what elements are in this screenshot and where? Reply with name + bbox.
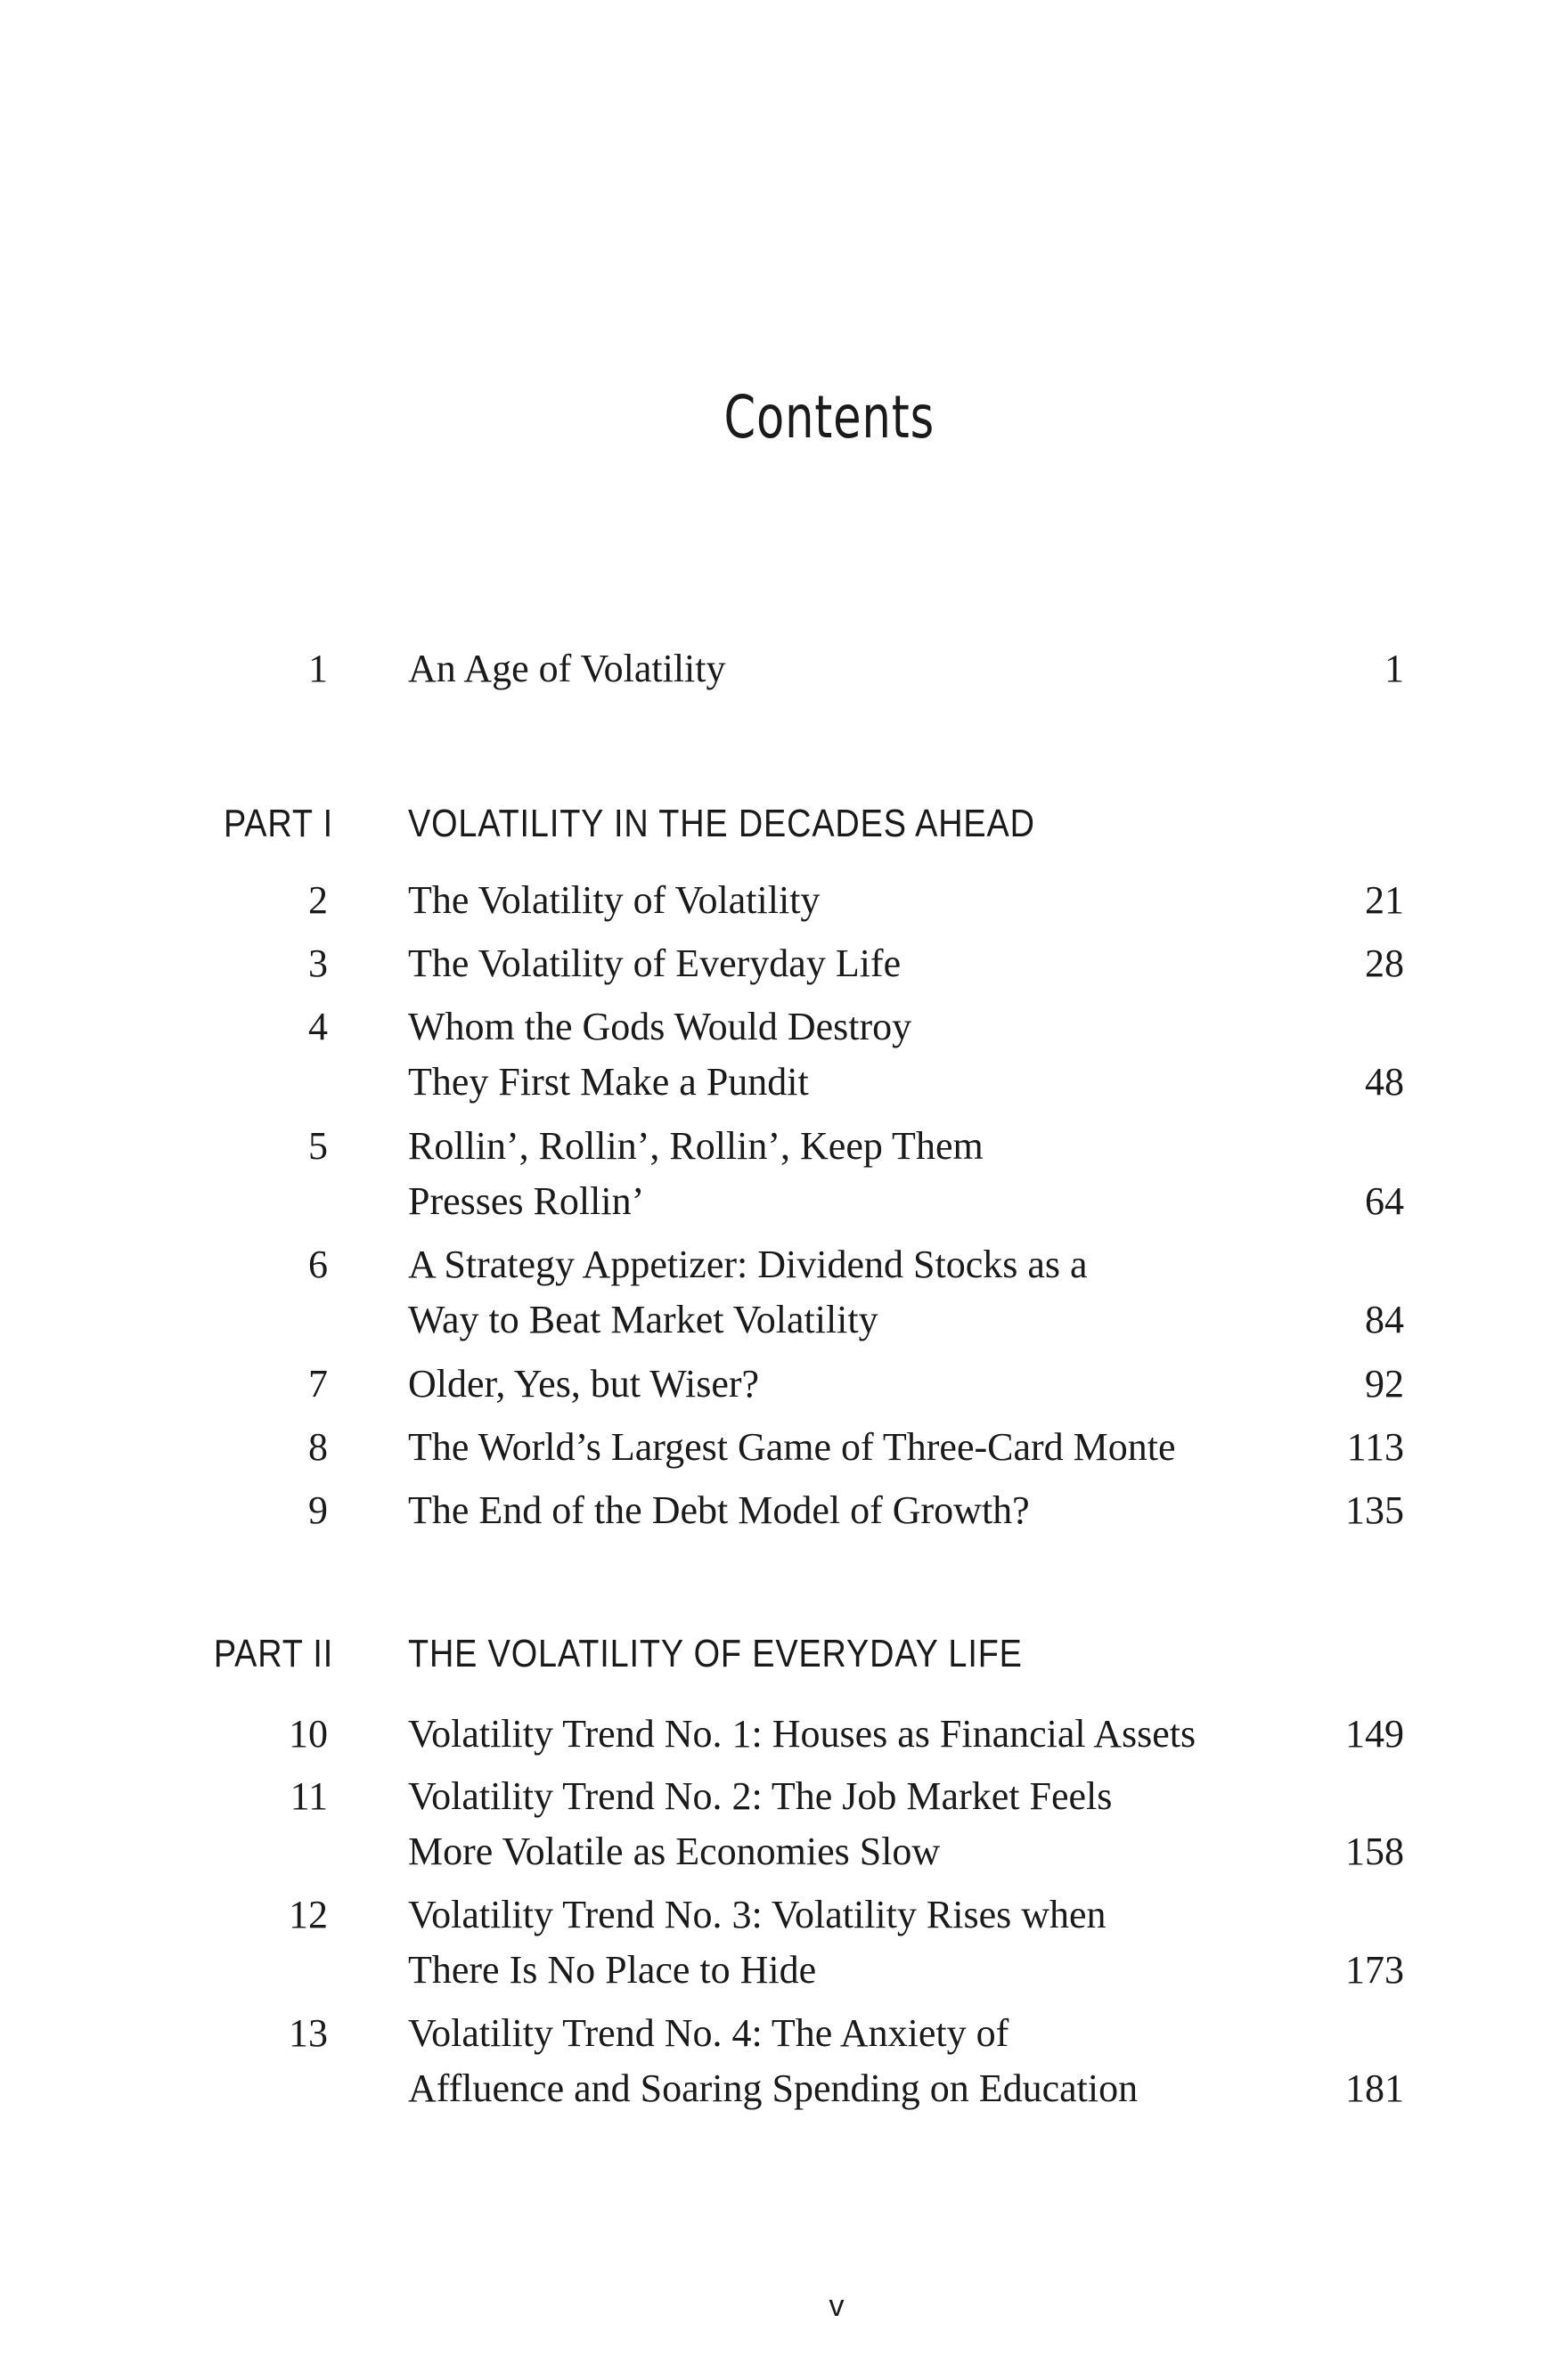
page-number: 1 xyxy=(1384,647,1404,690)
toc-entry-chapter-12-continued[interactable] xyxy=(0,1941,1568,2000)
part-label: PART I xyxy=(224,802,333,845)
part-title: THE VOLATILITY OF EVERYDAY LIFE xyxy=(408,1632,1023,1675)
part-heading-2 xyxy=(0,1623,1568,1685)
chapter-number: 8 xyxy=(308,1425,328,1469)
page-number: 92 xyxy=(1365,1362,1404,1406)
chapter-title-continued: There Is No Place to Hide xyxy=(408,1948,817,1992)
page-number: 158 xyxy=(1345,1830,1404,1873)
toc-entry-chapter-13[interactable] xyxy=(0,2004,1568,2063)
toc-entry-chapter-12[interactable] xyxy=(0,1886,1568,1944)
chapter-number: 3 xyxy=(308,941,328,985)
chapter-title: Volatility Trend No. 2: The Job Market Feels xyxy=(408,1774,1113,1818)
toc-entry-chapter-4-continued[interactable] xyxy=(0,1053,1568,1112)
page-folio: v xyxy=(829,2289,845,2323)
chapter-title: Rollin’, Rollin’, Rollin’, Keep Them xyxy=(408,1124,984,1168)
chapter-title-continued: Presses Rollin’ xyxy=(408,1179,645,1223)
chapter-number: 2 xyxy=(308,878,328,922)
page-number: 149 xyxy=(1345,1712,1404,1756)
toc-entry-chapter-6[interactable] xyxy=(0,1235,1568,1294)
toc-entry-chapter-8[interactable] xyxy=(0,1418,1568,1477)
page-number: 21 xyxy=(1365,878,1404,922)
chapter-title: The World’s Largest Game of Three-Card Monte xyxy=(408,1425,1176,1469)
chapter-title: Volatility Trend No. 4: The Anxiety of xyxy=(408,2011,1009,2055)
chapter-number: 13 xyxy=(289,2011,328,2055)
toc-entry-chapter-5-continued[interactable] xyxy=(0,1172,1568,1231)
part-title: VOLATILITY IN THE DECADES AHEAD xyxy=(408,802,1035,845)
chapter-number: 6 xyxy=(308,1243,328,1286)
toc-entry-chapter-11[interactable] xyxy=(0,1767,1568,1826)
chapter-title-continued: They First Make a Pundit xyxy=(408,1060,809,1104)
chapter-title-continued: More Volatile as Economies Slow xyxy=(408,1830,941,1873)
chapter-title: The End of the Debt Model of Growth? xyxy=(408,1488,1030,1532)
chapter-title: An Age of Volatility xyxy=(408,647,726,690)
chapter-number: 9 xyxy=(308,1488,328,1532)
chapter-title: The Volatility of Everyday Life xyxy=(408,941,902,985)
page-number: 48 xyxy=(1365,1060,1404,1104)
chapter-title: Volatility Trend No. 1: Houses as Financial Assets xyxy=(408,1712,1196,1756)
page-number: 28 xyxy=(1365,941,1404,985)
toc-entry-chapter-13-continued[interactable] xyxy=(0,2059,1568,2118)
toc-entry-chapter-4[interactable] xyxy=(0,998,1568,1056)
chapter-title: Volatility Trend No. 3: Volatility Rises when xyxy=(408,1893,1107,1936)
page-number: 181 xyxy=(1345,2066,1404,2110)
toc-entry-chapter-2[interactable] xyxy=(0,871,1568,930)
toc-entry-chapter-7[interactable] xyxy=(0,1355,1568,1414)
page-number: 173 xyxy=(1345,1948,1404,1992)
toc-entry-chapter-1[interactable] xyxy=(0,640,1568,698)
chapter-title: A Strategy Appetizer: Dividend Stocks as a xyxy=(408,1243,1088,1286)
chapter-title: Older, Yes, but Wiser? xyxy=(408,1362,760,1406)
chapter-title-continued: Way to Beat Market Volatility xyxy=(408,1298,878,1341)
toc-entry-chapter-3[interactable] xyxy=(0,934,1568,993)
page-number: 84 xyxy=(1365,1298,1404,1341)
toc-entry-chapter-11-continued[interactable] xyxy=(0,1822,1568,1881)
chapter-title: Whom the Gods Would Destroy xyxy=(408,1005,912,1048)
page-number: 135 xyxy=(1345,1488,1404,1532)
chapter-number: 7 xyxy=(308,1362,328,1406)
toc-entry-chapter-6-continued[interactable] xyxy=(0,1291,1568,1349)
page-title: Contents xyxy=(723,383,935,452)
part-heading-1 xyxy=(0,793,1568,855)
chapter-number: 4 xyxy=(308,1005,328,1048)
toc-entry-chapter-10[interactable] xyxy=(0,1705,1568,1764)
page-number: 64 xyxy=(1365,1179,1404,1223)
chapter-number: 12 xyxy=(289,1893,328,1936)
chapter-number: 11 xyxy=(290,1774,328,1818)
toc-entry-chapter-5[interactable] xyxy=(0,1117,1568,1176)
page-number: 113 xyxy=(1346,1425,1404,1469)
chapter-number: 5 xyxy=(308,1124,328,1168)
toc-entry-chapter-9[interactable] xyxy=(0,1481,1568,1540)
part-label: PART II xyxy=(213,1632,333,1675)
chapter-title-continued: Affluence and Soaring Spending on Education xyxy=(408,2066,1139,2110)
chapter-number: 10 xyxy=(289,1712,328,1756)
chapter-number: 1 xyxy=(308,647,328,690)
chapter-title: The Volatility of Volatility xyxy=(408,878,821,922)
